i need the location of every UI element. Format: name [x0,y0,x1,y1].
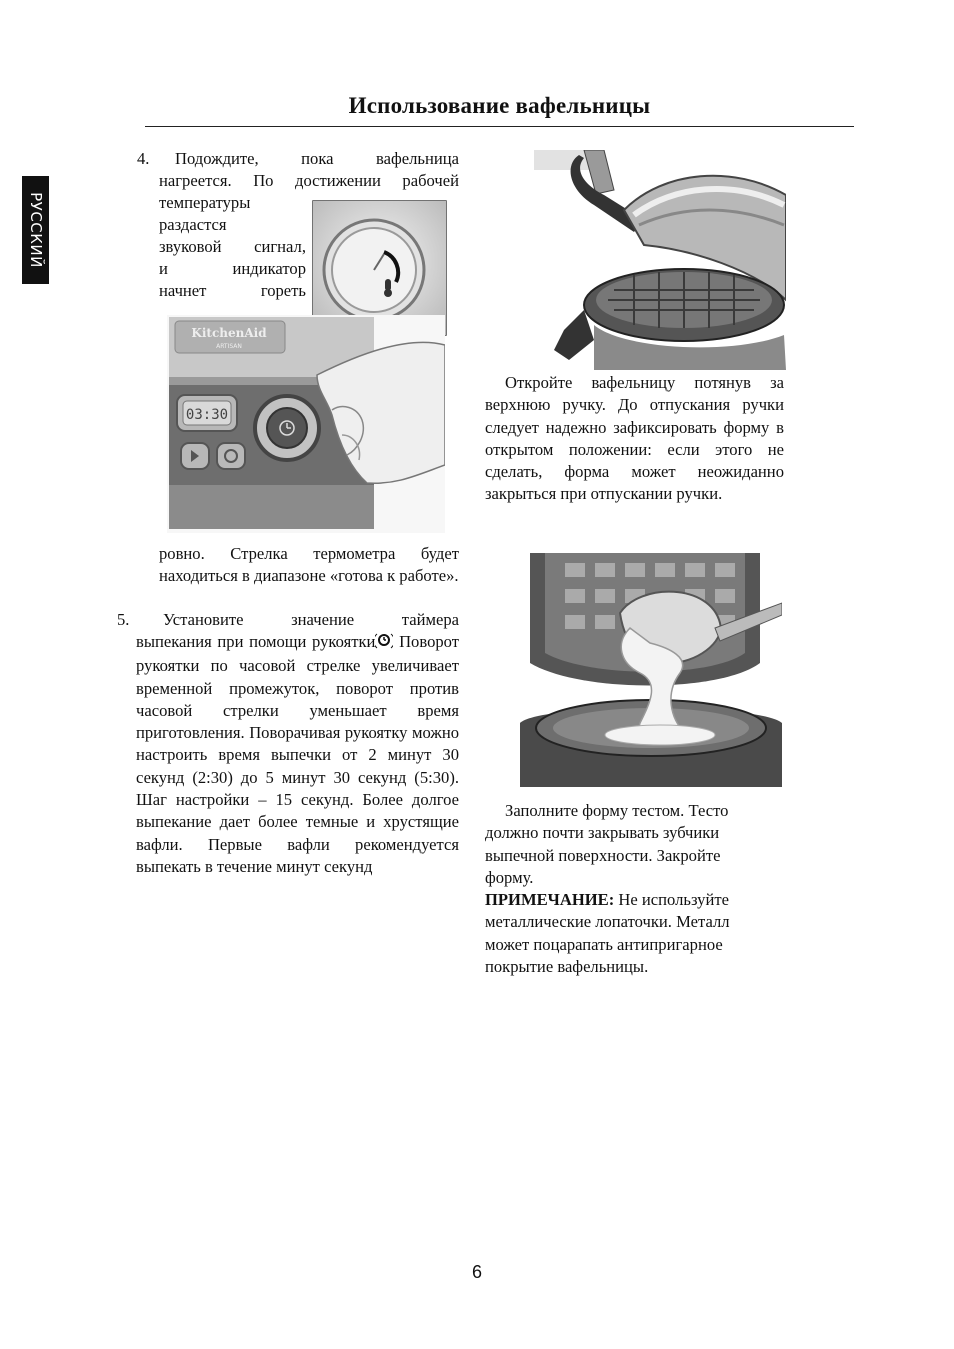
language-tab-label: РУССКИЙ [26,192,45,268]
open-waffle-maker-caption [485,372,784,506]
step-5-text-b: Поворот рукоятки по часовой стрелке увеличивает временной промежуток, поворот против часовой стрелки уменьшает время приготовления. Поворачивая рукоятку можно настроить время выпечки от 2 минут 30 секунд (2:30) до 5 минут 30 секунд (5:30). Шаг настройки – 15 секунд. Более долгое выпекание дает более темные и хрустящие вафли. Первые вафли рекомендуется выпекать в течение минут секунд [136,632,459,876]
page-title: Использование вафельницы [348,93,651,118]
step-5-body [136,631,459,878]
pouring-batter-image [520,553,782,787]
brand-label: KitchenAid [191,326,267,340]
control-panel-image [167,315,445,533]
note-label: ПРИМЕЧАНИЕ: [485,890,615,910]
step-4-line-4: раздастся [159,215,227,234]
step-4-line-6: и индикатор [159,259,306,278]
step-4-line-1: Подождите, пока вафельница [175,149,459,168]
step-4-line-2: нагреется. По достижении рабочей [159,171,459,190]
timer-display: 03:30 [185,407,229,423]
language-tab [22,176,49,284]
note-text: Не используйте металлические лопаточки. Металл может поцарапать антипригарное покрытие вафельницы. [485,890,730,977]
step-5-text-a: выпекания при помощи рукоятки [136,632,376,651]
step-4-line-5: звуковой сигнал, [159,237,306,256]
sub-brand-label: ARTISAN [216,343,242,350]
note-paragraph [485,889,767,978]
timer-icon [375,633,393,655]
step-4-continued: ровно. Стрелка термометра будет находиться в диапазоне «готова к работе». [159,544,459,586]
step-4-number: 4. [137,149,150,168]
step-4-line-3: температуры [159,193,251,212]
fill-caption [485,800,767,978]
open-waffle-maker-image [534,150,786,370]
step-4-line-7: начнет гореть [159,281,306,300]
step-5-number: 5. [117,610,130,629]
title-rule [145,126,854,127]
fill-caption-text: Заполните форму тестом. Тесто должно почти закрывать зубчики выпечной поверхности. Закройте форму. [485,801,729,887]
open-caption-text: Откройте вафельницу потянув за верхнюю ручку. До отпускания ручки следует надежно зафиксировать форму в открытом положении: если этого не сделать, форма может неожиданно закрыться при отпускании ручки. [485,373,784,504]
step-5-first-line: Установите значение таймера [163,610,459,629]
page-number: 6 [471,1262,482,1282]
